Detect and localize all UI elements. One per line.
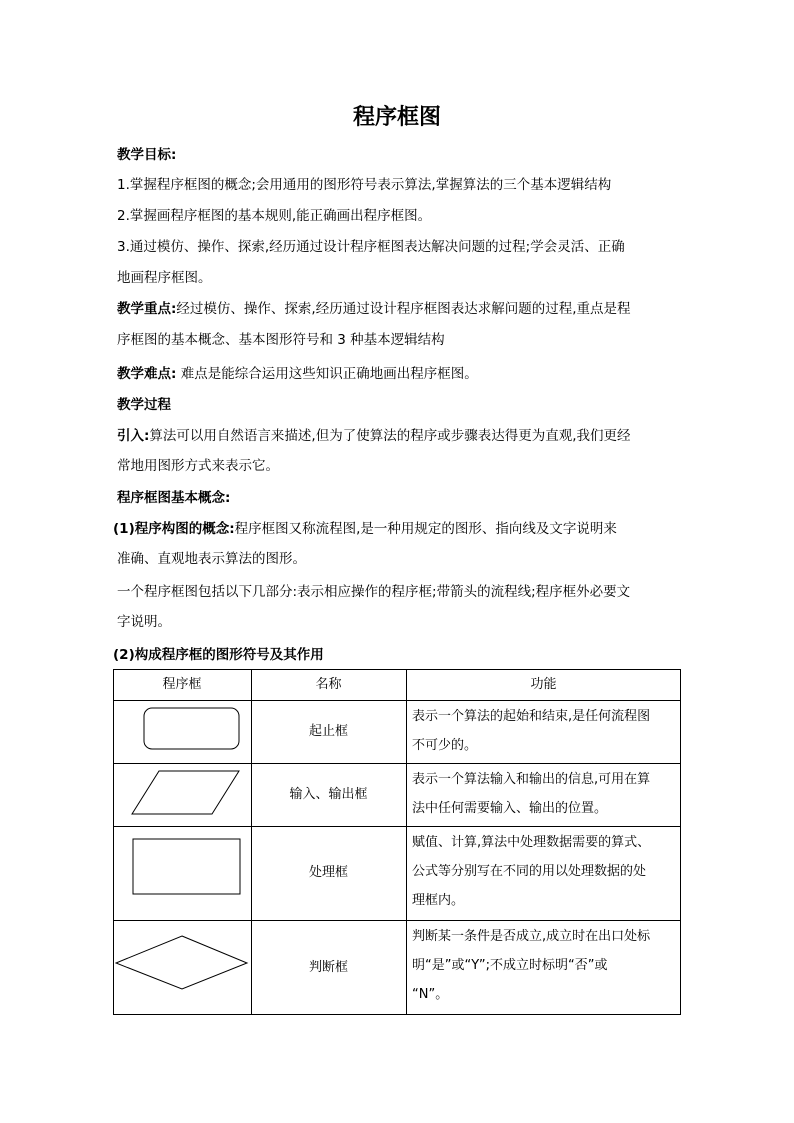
row-1-function-line-2: 不可少的。: [412, 738, 478, 753]
rounded-rectangle-icon: [143, 707, 241, 751]
diamond-icon: [115, 935, 249, 991]
table-header-name: 名称: [315, 676, 342, 692]
difficulties-line: [117, 364, 478, 384]
concept-2-heading: (2)构成程序框的图形符号及其作用: [113, 647, 324, 663]
parts-line-1: 一个程序框图包括以下几部分:表示相应操作的程序框;带箭头的流程线;程序框外必要文: [117, 584, 631, 600]
row-3-function-line-2: 公式等分别写在不同的用以处理数据的处: [412, 864, 647, 879]
concept-1-text: 程序框图又称流程图,是一种用规定的图形、指向线及文字说明来: [234, 521, 617, 537]
concept-1-label: (1)程序构图的概念:: [113, 521, 235, 537]
row-4-name: 判断框: [308, 959, 348, 975]
intro-label: 引入:: [117, 428, 150, 444]
row-3-name: 处理框: [308, 865, 348, 880]
intro-line-2: 常地用图形方式来表示它。: [117, 458, 279, 474]
row-1-function-line-1: 表示一个算法的起始和结束,是任何流程图: [412, 709, 651, 724]
row-2-name: 输入、输出框: [289, 786, 368, 802]
process-heading: 教学过程: [117, 397, 171, 413]
key-points-text: 经过模仿、操作、探索,经历通过设计程序框图表达求解问题的过程,重点是程: [176, 301, 631, 317]
row-3-function: [406, 826, 681, 920]
difficulties-text: 难点是能综合运用这些知识正确地画出程序框图。: [176, 366, 478, 382]
difficulties-label: 教学难点:: [117, 366, 177, 382]
intro-line-1: [117, 426, 631, 446]
parallelogram-icon: [131, 770, 241, 816]
table-header-shape: 程序框: [162, 676, 202, 692]
key-points-label: 教学重点:: [117, 301, 177, 317]
table-header-function: 功能: [530, 676, 557, 692]
row-3-function-line-1: 赋值、计算,算法中处理数据需要的算式、: [412, 835, 651, 850]
row-3-function-line-3: 理框内。: [412, 893, 465, 908]
intro-text: 算法可以用自然语言来描述,但为了使算法的程序或步骤表达得更为直观,我们更经: [149, 428, 631, 444]
row-4-function: [406, 920, 681, 1015]
row-2-function: [406, 763, 681, 826]
concepts-heading: 程序框图基本概念:: [117, 490, 231, 506]
concept-1-line-2: 准确、直观地表示算法的图形。: [117, 551, 306, 567]
page-title: 程序框图: [352, 104, 441, 130]
parts-line-2: 字说明。: [117, 614, 171, 630]
row-4-function-line-2: 明“是”或“Y”;不成立时标明“否”或: [412, 958, 608, 973]
row-1-name: 起止框: [308, 723, 348, 739]
objective-1: 1.掌握程序框图的概念;会用通用的图形符号表示算法,掌握算法的三个基本逻辑结构: [117, 177, 612, 193]
row-4-function-line-3: “N”。: [412, 987, 449, 1002]
key-points-line-2: 序框图的基本概念、基本图形符号和 3 种基本逻辑结构: [117, 332, 445, 348]
row-2-function-line-1: 表示一个算法输入和输出的信息,可用在算: [412, 772, 651, 787]
objective-3-line-2: 地画程序框图。: [117, 270, 212, 286]
objective-3-line-1: 3.通过模仿、操作、探索,经历通过设计程序框图表达解决问题的过程;学会灵活、正确: [117, 239, 625, 255]
concept-1-line-1: [113, 519, 617, 539]
key-points-line-1: [117, 299, 631, 319]
row-1-function: [406, 700, 681, 763]
rectangle-icon: [132, 838, 242, 896]
row-4-function-line-1: 判断某一条件是否成立,成立时在出口处标: [412, 929, 651, 944]
objective-2: 2.掌握画程序框图的基本规则,能正确画出程序框图。: [117, 208, 432, 224]
objectives-heading: 教学目标:: [117, 147, 177, 163]
row-2-function-line-2: 法中任何需要输入、输出的位置。: [412, 801, 608, 816]
flowchart-symbols-table: [113, 669, 681, 1015]
